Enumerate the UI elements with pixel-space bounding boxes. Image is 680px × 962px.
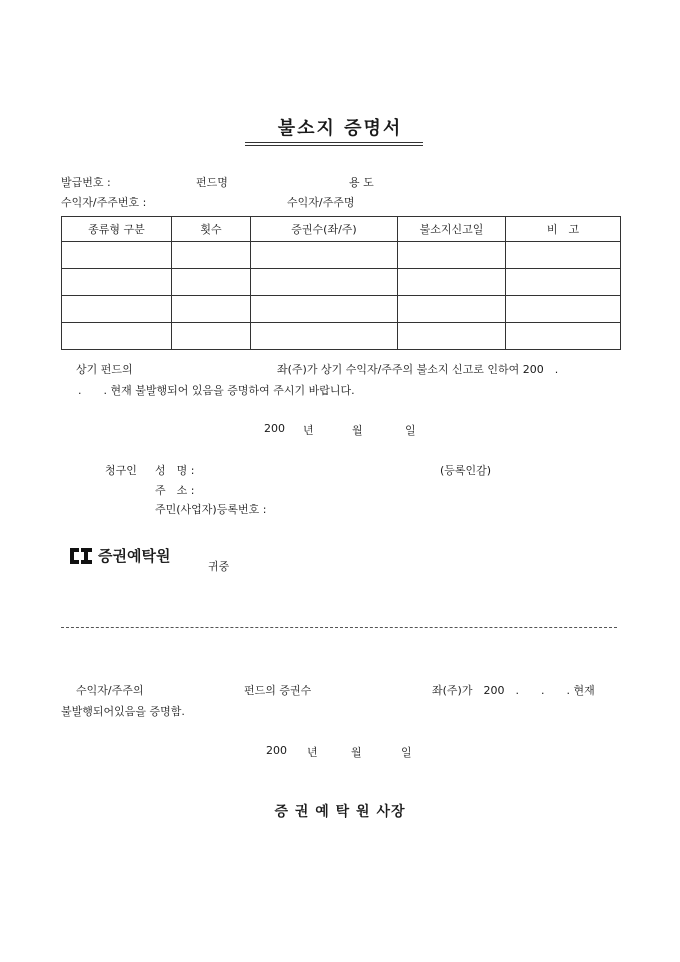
ksd-logo-icon <box>70 547 92 565</box>
holdings-table <box>61 216 621 350</box>
date2-day-unit: 일 <box>401 746 412 759</box>
cut-line <box>61 627 617 628</box>
cert-text-line2: 불발행되어있음을 증명함. <box>61 705 185 718</box>
col-header-type: 종류형 구분 <box>62 217 172 242</box>
cert-text-a: 수익자/주주의 <box>76 684 144 697</box>
col-header-securities: 증권수(좌/주) <box>251 217 398 242</box>
recipient-suffix: 귀중 <box>208 560 230 573</box>
applicant-reg-no-label: 주민(사업자)등록번호 : <box>155 503 267 516</box>
date-year: 200 <box>264 422 285 435</box>
date2-month-unit: 월 <box>351 746 362 759</box>
date-year-unit: 년 <box>303 424 314 437</box>
date-day-unit: 일 <box>405 424 416 437</box>
signature: 증 권 예 탁 원 사장 <box>274 804 406 820</box>
col-header-report-date: 불소지신고일 <box>398 217 506 242</box>
table-row <box>62 323 621 350</box>
fund-name-label: 펀드명 <box>196 176 228 189</box>
body-text-b: 좌(주)가 상기 수익자/주주의 불소지 신고로 인하여 200 . <box>277 363 559 376</box>
issue-no-label: 발급번호 : <box>61 176 111 189</box>
date2-year-unit: 년 <box>307 746 318 759</box>
ksd-logo <box>70 545 170 566</box>
applicant-address-label: 주 소 : <box>155 484 195 497</box>
table-row <box>62 242 621 269</box>
holder-name-label: 수익자/주주명 <box>287 196 355 209</box>
table-row <box>62 269 621 296</box>
ksd-logo-text: 증권예탁원 <box>98 547 171 565</box>
date-month-unit: 월 <box>352 424 363 437</box>
document-title: 불소지 증명서 <box>277 118 403 139</box>
date2-year: 200 <box>266 744 287 757</box>
cert-text-c: 좌(주)가 200 . . . 현재 <box>432 684 595 697</box>
seal-label: (등록인감) <box>440 464 492 477</box>
applicant-label: 청구인 <box>105 464 137 477</box>
col-header-remarks: 비 고 <box>506 217 621 242</box>
body-text-line2: . . 현재 불발행되어 있음을 증명하여 주시기 바랍니다. <box>78 384 355 397</box>
holder-no-label: 수익자/주주번호 : <box>61 196 147 209</box>
applicant-name-label: 성 명 : <box>155 464 195 477</box>
purpose-label: 용 도 <box>349 176 374 189</box>
cert-text-b: 펀드의 증권수 <box>244 684 312 697</box>
col-header-count: 횟수 <box>172 217 251 242</box>
table-header-row <box>62 217 621 242</box>
title-underline-bottom <box>245 145 423 146</box>
table-row <box>62 296 621 323</box>
title-underline-top <box>245 142 423 143</box>
body-text-a: 상기 펀드의 <box>76 363 133 376</box>
